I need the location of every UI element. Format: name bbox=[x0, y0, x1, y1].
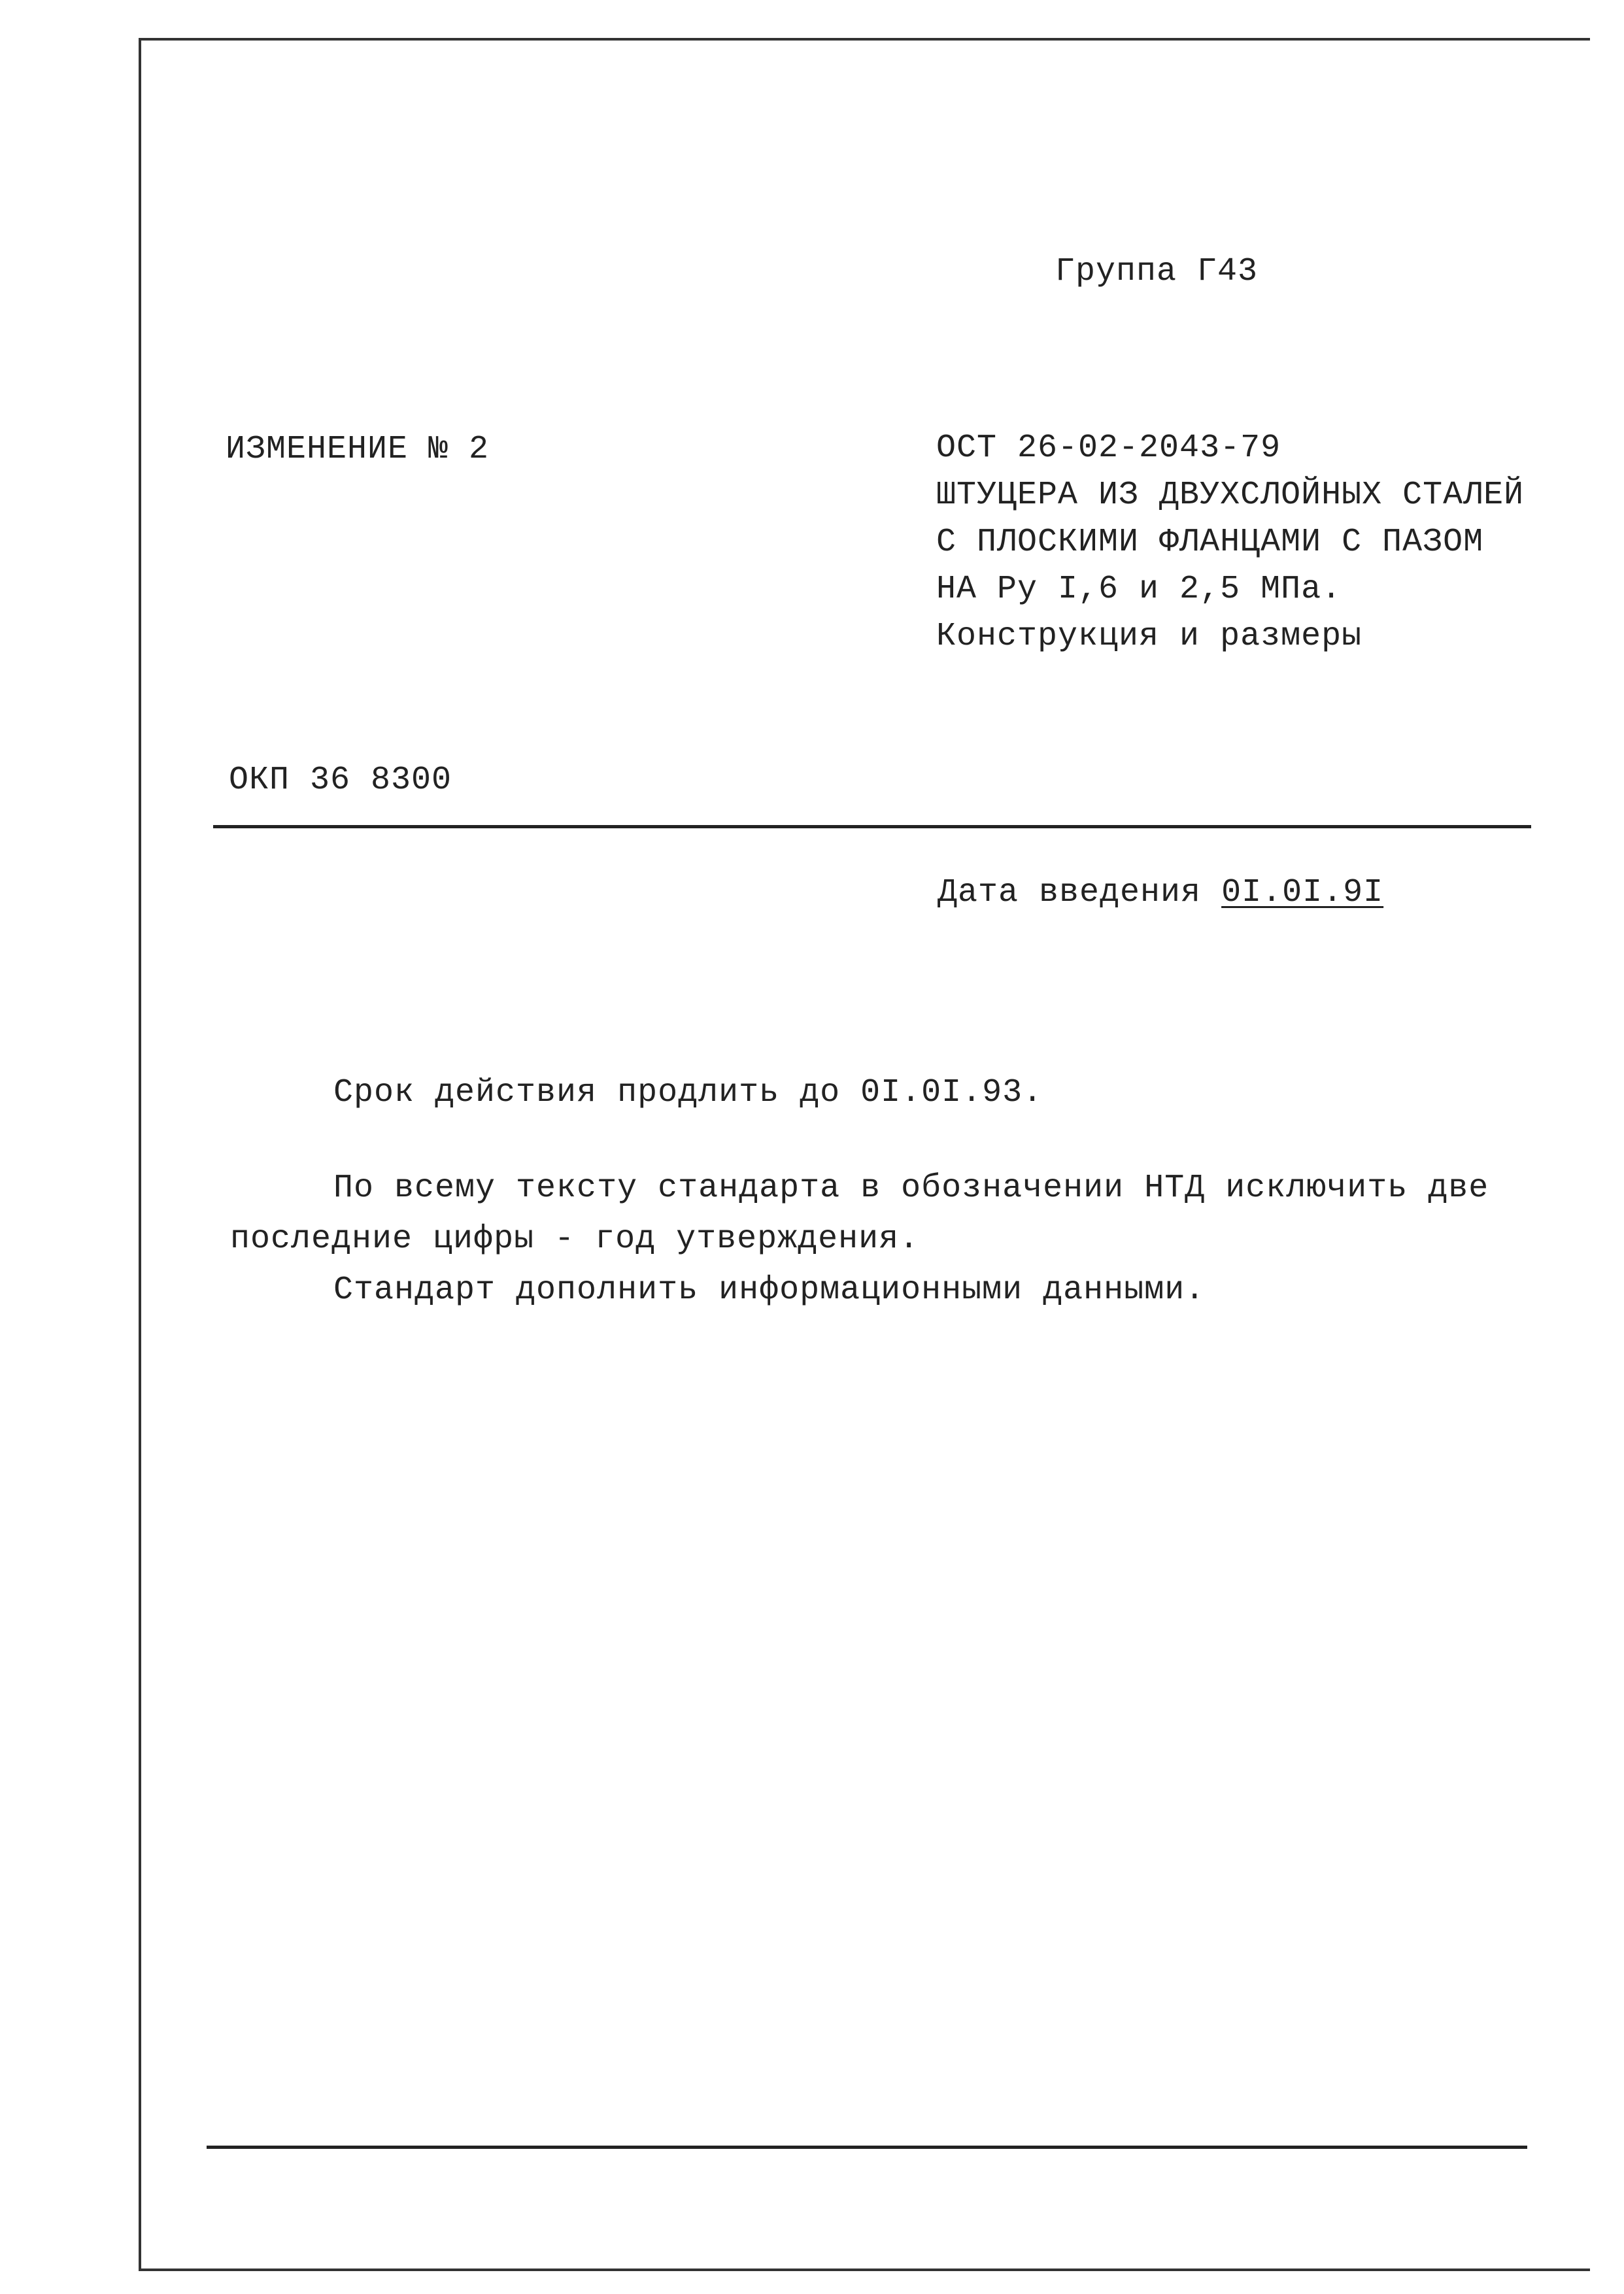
group-label: Группа Г43 bbox=[1055, 253, 1259, 290]
body-paragraph: Стандарт дополнить информационными данными. bbox=[333, 1272, 1206, 1309]
effective-date-label: Дата введения bbox=[938, 874, 1202, 911]
page-frame-bottom bbox=[139, 2269, 1590, 2271]
okp-code: ОКП 36 8300 bbox=[229, 762, 452, 799]
body-paragraph: Срок действия продлить до 0I.0I.93. bbox=[333, 1074, 1043, 1111]
standard-title-line: НА Ру I,6 и 2,5 МПа. bbox=[936, 571, 1342, 608]
header-divider bbox=[213, 825, 1531, 828]
change-number: ИЗМЕНЕНИЕ № 2 bbox=[226, 431, 490, 468]
standard-title-line: ШТУЦЕРА ИЗ ДВУХСЛОЙНЫХ СТАЛЕЙ bbox=[936, 477, 1525, 514]
standard-title-line: Конструкция и размеры bbox=[936, 618, 1362, 655]
effective-date bbox=[938, 869, 1383, 917]
effective-date-value: 0I.0I.9I bbox=[1221, 874, 1384, 911]
body-paragraph-continuation: последние цифры - год утверждения. bbox=[230, 1221, 920, 1258]
page-frame-left bbox=[139, 38, 141, 2270]
page-frame-top bbox=[139, 38, 1590, 41]
standard-title-line: С ПЛОСКИМИ ФЛАНЦАМИ С ПАЗОМ bbox=[936, 524, 1484, 561]
body-paragraph: По всему тексту стандарта в обозначении НТД исключить две bbox=[333, 1170, 1489, 1207]
footer-divider bbox=[207, 2146, 1527, 2149]
standard-code: ОСТ 26-02-2043-79 bbox=[936, 430, 1281, 467]
